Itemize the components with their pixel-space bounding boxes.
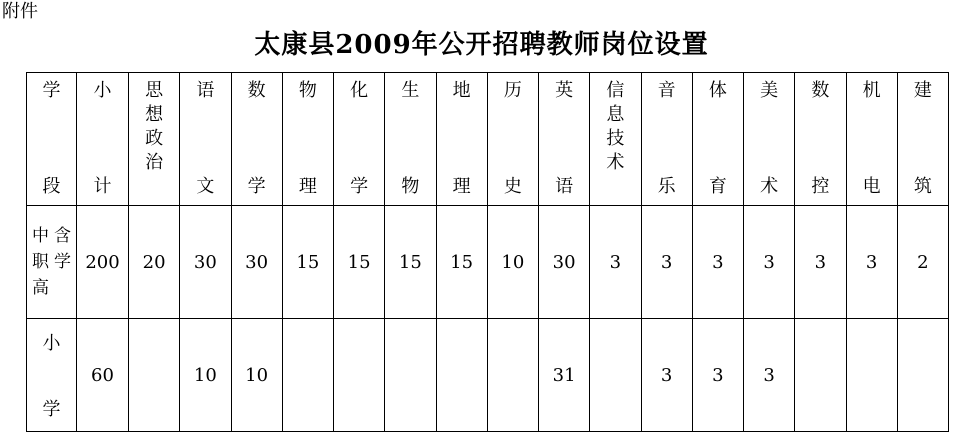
header-char: 数 — [247, 80, 266, 101]
value-cell: 3 — [590, 206, 641, 319]
stage-char: 职 — [32, 252, 49, 272]
header-subject — [487, 73, 538, 206]
header-char: 思 — [145, 80, 164, 101]
value-cell — [334, 319, 385, 432]
header-char: 物 — [298, 80, 317, 101]
header-subject — [846, 73, 897, 206]
header-char: 音 — [657, 80, 676, 101]
stage-cell — [27, 319, 77, 432]
value-cell: 30 — [539, 206, 590, 319]
header-subject — [436, 73, 487, 206]
header-char: 计 — [93, 176, 112, 197]
header-char: 技 — [606, 128, 625, 149]
stage-char: 高 — [32, 278, 49, 298]
header-row — [27, 73, 949, 206]
positions-table — [26, 72, 949, 432]
header-char: 英 — [555, 80, 574, 101]
value-cell: 3 — [744, 206, 795, 319]
header-subject — [231, 73, 282, 206]
attachment-label: 附件 — [2, 1, 38, 22]
value-cell — [795, 319, 846, 432]
value-cell: 10 — [231, 319, 282, 432]
header-char: 文 — [196, 176, 215, 197]
value-cell — [282, 319, 333, 432]
stage-char: 中 — [32, 226, 49, 246]
header-char: 语 — [196, 80, 215, 101]
stage-char: 学 — [54, 252, 71, 272]
header-subject — [282, 73, 333, 206]
header-char: 史 — [503, 176, 522, 197]
header-char: 体 — [708, 80, 727, 101]
header-char: 建 — [913, 80, 932, 101]
table-row — [27, 319, 949, 432]
header-char: 物 — [401, 176, 420, 197]
value-cell — [590, 319, 641, 432]
header-subject — [539, 73, 590, 206]
header-char: 术 — [760, 176, 779, 197]
header-char: 学 — [42, 80, 61, 101]
value-cell: 15 — [436, 206, 487, 319]
header-subject — [744, 73, 795, 206]
header-char: 理 — [298, 176, 317, 197]
header-char: 控 — [811, 176, 830, 197]
header-char: 术 — [606, 152, 625, 173]
header-subject — [590, 73, 641, 206]
header-subject — [692, 73, 743, 206]
value-cell: 10 — [180, 319, 231, 432]
value-cell: 10 — [487, 206, 538, 319]
header-char: 生 — [401, 80, 420, 101]
value-cell: 31 — [539, 319, 590, 432]
header-subject — [795, 73, 846, 206]
value-cell: 3 — [692, 206, 743, 319]
value-cell: 15 — [385, 206, 436, 319]
header-char: 想 — [145, 104, 164, 125]
header-char: 语 — [555, 176, 574, 197]
value-cell: 3 — [846, 206, 897, 319]
stage-char: 含 — [54, 226, 71, 246]
header-char: 段 — [42, 176, 61, 197]
value-cell: 2 — [897, 206, 948, 319]
header-subject — [385, 73, 436, 206]
header-char: 数 — [811, 80, 830, 101]
header-char: 理 — [452, 176, 471, 197]
header-char: 乐 — [657, 176, 676, 197]
value-cell: 20 — [129, 206, 180, 319]
value-cell: 15 — [334, 206, 385, 319]
subtotal-cell: 60 — [77, 319, 129, 432]
header-char: 化 — [350, 80, 369, 101]
stage-char: 学 — [42, 399, 61, 420]
value-cell: 15 — [282, 206, 333, 319]
header-subject — [180, 73, 231, 206]
value-cell: 3 — [641, 206, 692, 319]
header-char: 学 — [247, 176, 266, 197]
header-char: 筑 — [913, 176, 932, 197]
header-char: 机 — [862, 80, 881, 101]
stage-cell — [27, 206, 77, 319]
value-cell: 30 — [231, 206, 282, 319]
value-cell — [129, 319, 180, 432]
subtotal-cell: 200 — [77, 206, 129, 319]
header-char: 政 — [145, 128, 164, 149]
header-char: 电 — [862, 176, 881, 197]
header-subject — [897, 73, 948, 206]
header-char: 小 — [93, 80, 112, 101]
value-cell: 30 — [180, 206, 231, 319]
header-char: 息 — [606, 104, 625, 125]
header-subject — [334, 73, 385, 206]
header-char: 治 — [145, 152, 164, 173]
page-title: 太康县2009年公开招聘教师岗位设置 — [254, 30, 709, 60]
header-subtotal — [77, 73, 129, 206]
header-char: 历 — [503, 80, 522, 101]
header-char: 信 — [606, 80, 625, 101]
header-stage — [27, 73, 77, 206]
value-cell — [436, 319, 487, 432]
value-cell: 3 — [744, 319, 795, 432]
header-char: 学 — [350, 176, 369, 197]
header-char: 地 — [452, 80, 471, 101]
value-cell — [897, 319, 948, 432]
value-cell — [846, 319, 897, 432]
header-subject — [641, 73, 692, 206]
header-char: 美 — [760, 80, 779, 101]
table-row — [27, 206, 949, 319]
header-char: 育 — [708, 176, 727, 197]
value-cell — [385, 319, 436, 432]
value-cell: 3 — [641, 319, 692, 432]
header-subject — [129, 73, 180, 206]
stage-char: 小 — [42, 333, 61, 354]
value-cell: 3 — [795, 206, 846, 319]
value-cell — [487, 319, 538, 432]
value-cell: 3 — [692, 319, 743, 432]
